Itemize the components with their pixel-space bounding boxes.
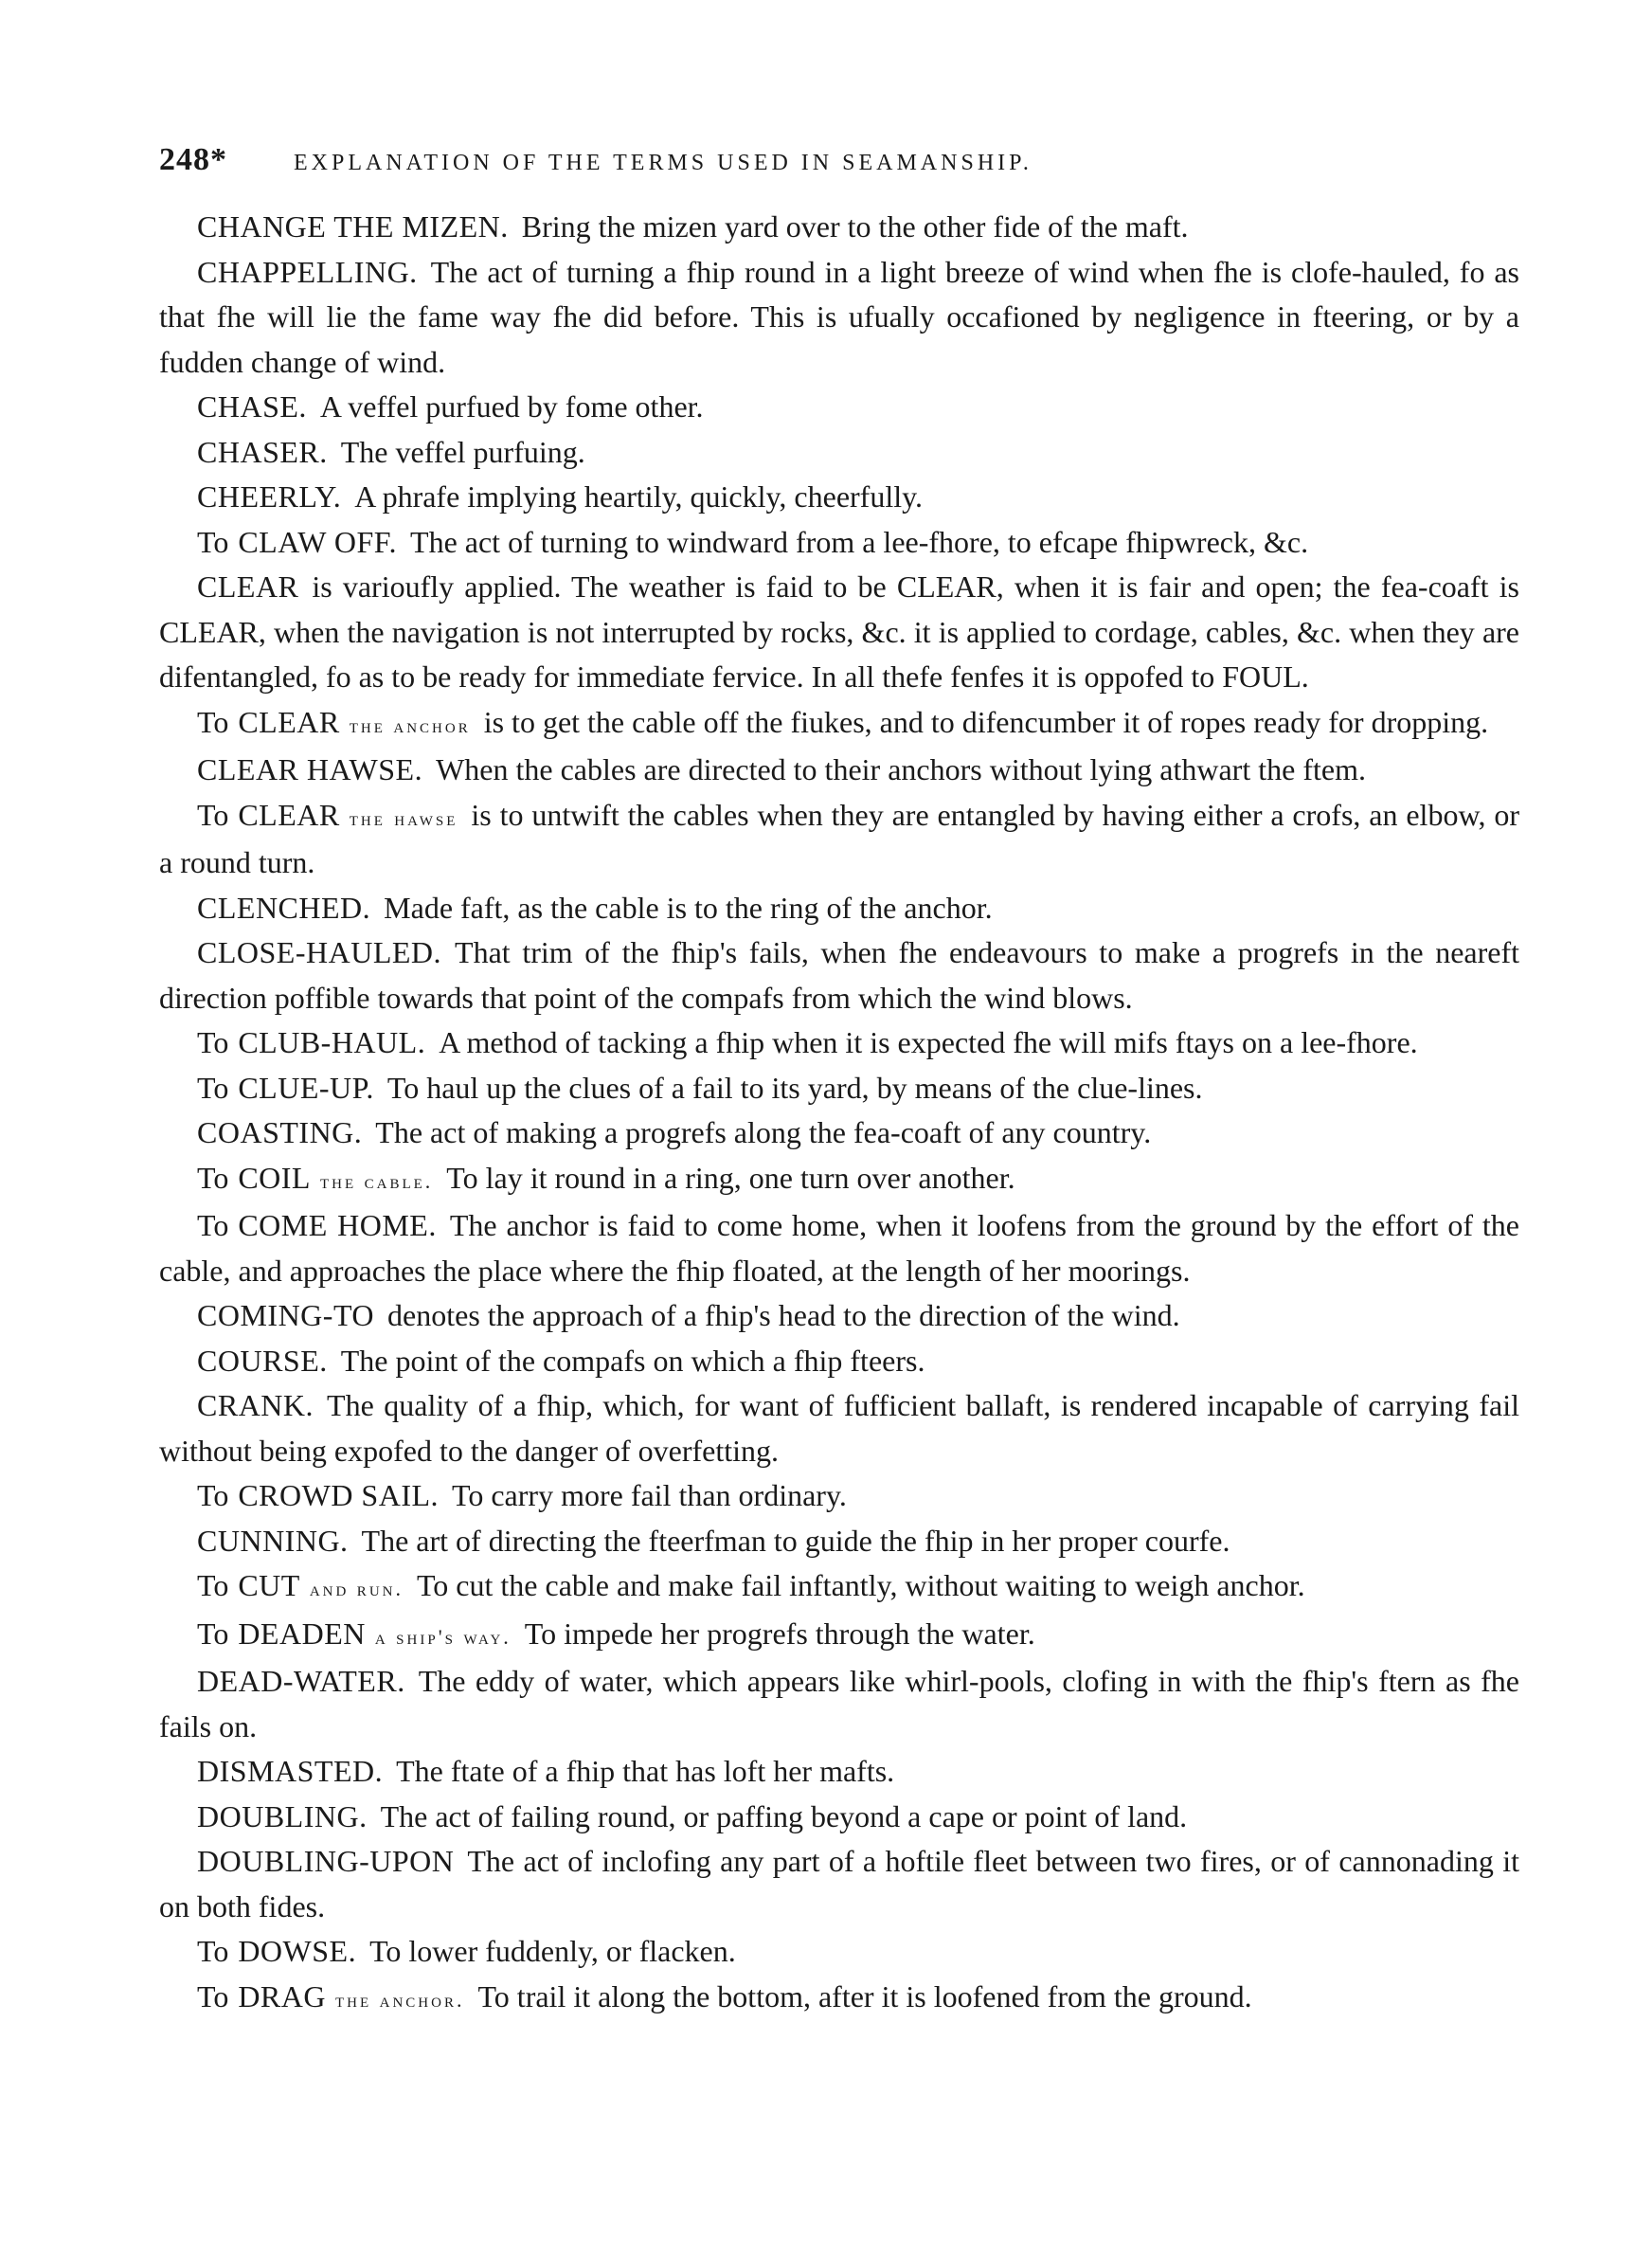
entry-subterm: the hawse	[349, 805, 458, 830]
entry-term: CLEAR	[197, 569, 299, 604]
glossary-entry	[159, 520, 1519, 566]
entry-definition: To lower fuddenly, or flacken.	[369, 1934, 736, 1968]
glossary-entry	[159, 1795, 1519, 1840]
glossary-entry	[159, 1839, 1519, 1929]
entry-term: COMING-TO	[197, 1298, 375, 1332]
entry-definition: That trim of the fhip's fails, when fhe endeavours to make a progrefs in the neareft direction poffible towards that point of the compafs from which the wind blows.	[159, 935, 1519, 1015]
entry-definition: To impede her progrefs through the water.	[524, 1616, 1035, 1651]
glossary-entry	[159, 1929, 1519, 1975]
entry-term: CHAPPELLING.	[197, 254, 418, 289]
glossary-entries	[159, 205, 1519, 2022]
page-header	[159, 142, 1519, 201]
entry-prefix: To	[197, 1568, 229, 1602]
entry-term: CUT	[238, 1568, 300, 1602]
entry-prefix: To	[197, 1978, 229, 2013]
entry-prefix: To	[197, 1160, 229, 1195]
running-head: EXPLANATION OF THE TERMS USED IN SEAMANSHIP.	[294, 151, 1032, 175]
entry-term: CLEAR	[238, 704, 340, 739]
entry-definition: The anchor is faid to come home, when it loofens from the ground by the effort of the cable, and approaches the place where the fhip floated, at the length of her moorings.	[159, 1208, 1520, 1288]
entry-definition: Bring the mizen yard over to the other fide of the maft.	[521, 209, 1189, 244]
entry-definition: denotes the approach of a fhip's head to the direction of the wind.	[387, 1298, 1180, 1332]
entry-term: CHANGE THE MIZEN.	[197, 209, 509, 244]
glossary-entry	[159, 205, 1519, 250]
entry-term: DRAG	[238, 1978, 326, 2013]
glossary-entry	[159, 930, 1519, 1020]
entry-subterm: the anchor.	[334, 1987, 465, 2012]
entry-prefix: To	[197, 1934, 229, 1968]
entry-definition: is varioufly applied. The weather is faid to be CLEAR, when it is fair and open; the fea-coaft is CLEAR, when the navigation is not interrupted by rocks, &c. it is applied to cordage, cables, &c. when they are difentangled, fo as to be ready for immediate fervice. In all thefe fenfes it is oppofed to FOUL.	[159, 569, 1519, 694]
glossary-entry	[159, 1473, 1519, 1519]
glossary-entry	[159, 748, 1519, 793]
entry-term: CLOSE-HAULED.	[197, 935, 442, 969]
entry-term: COASTING.	[197, 1115, 363, 1149]
entry-definition: When the cables are directed to their anchors without lying athwart the ftem.	[436, 752, 1366, 786]
entry-definition: To cut the cable and make fail inftantly, without waiting to weigh anchor.	[416, 1568, 1305, 1602]
entry-definition: The eddy of water, which appears like whirl-pools, clofing in with the fhip's ftern as fhe fails on.	[159, 1664, 1519, 1743]
entry-definition: A veffel purfued by fome other.	[319, 389, 704, 424]
entry-definition: The quality of a fhip, which, for want of fufficient ballaft, is rendered incapable of carrying fail without being expofed to the danger of overfetting.	[159, 1388, 1519, 1468]
entry-definition: The act of turning a fhip round in a light breeze of wind when fhe is clofe-hauled, fo as that fhe will lie the fame way fhe did before. This is ufually occafioned by negligence in fteering, or by a fudden change of wind.	[159, 254, 1519, 379]
glossary-entry	[159, 1156, 1519, 1204]
entry-term: CLEAR	[238, 797, 340, 832]
entry-definition: The veffel purfuing.	[340, 434, 585, 469]
entry-term: CHASER.	[197, 434, 328, 469]
entry-term: CLUE-UP.	[238, 1070, 374, 1105]
glossary-entry	[159, 385, 1519, 430]
entry-term: DEADEN	[238, 1616, 366, 1651]
entry-definition: A method of tacking a fhip when it is expected fhe will mifs ftays on a lee-fhore.	[439, 1025, 1418, 1059]
entry-prefix: To	[197, 704, 229, 739]
entry-definition: A phrafe implying heartily, quickly, cheerfully.	[354, 479, 924, 514]
glossary-entry	[159, 1563, 1519, 1612]
glossary-entry	[159, 1975, 1519, 2023]
glossary-entry	[159, 1020, 1519, 1066]
entry-prefix: To	[197, 1025, 229, 1059]
glossary-entry	[159, 1659, 1519, 1749]
entry-prefix: To	[197, 797, 229, 832]
entry-subterm: the cable.	[319, 1168, 434, 1193]
entry-prefix: To	[197, 524, 229, 559]
entry-subterm: the anchor	[349, 713, 471, 737]
entry-definition: The act of failing round, or paffing beyond a cape or point of land.	[380, 1798, 1188, 1833]
entry-term: CHASE.	[197, 389, 307, 424]
entry-term: DEAD-WATER.	[197, 1664, 405, 1698]
entry-term: CHEERLY.	[197, 479, 342, 514]
entry-definition: To trail it along the bottom, after it is loofened from the ground.	[477, 1978, 1252, 2013]
entry-definition: The art of directing the fteerfman to guide the fhip in her proper courfe.	[361, 1523, 1230, 1558]
entry-term: CLENCHED.	[197, 890, 371, 925]
entry-subterm: a ship's way.	[374, 1624, 512, 1649]
entry-subterm: and run.	[309, 1577, 404, 1600]
page-number: 248*	[159, 142, 227, 177]
entry-definition: is to get the cable off the fiukes, and to difencumber it of ropes ready for dropping.	[483, 704, 1489, 739]
glossary-entry	[159, 1339, 1519, 1384]
entry-term: COURSE.	[197, 1343, 328, 1378]
glossary-entry	[159, 1383, 1519, 1473]
glossary-entry	[159, 1066, 1519, 1111]
glossary-entry	[159, 1203, 1519, 1293]
glossary-entry	[159, 565, 1519, 700]
glossary-entry	[159, 250, 1519, 386]
glossary-entry	[159, 1293, 1519, 1339]
entry-definition: To carry more fail than ordinary.	[452, 1478, 847, 1512]
entry-definition: is to untwift the cables when they are entangled by having either a crofs, an elbow, or a round turn.	[159, 797, 1520, 879]
glossary-entry	[159, 1110, 1519, 1156]
glossary-entry	[159, 1612, 1519, 1660]
entry-prefix: To	[197, 1208, 229, 1242]
entry-definition: The point of the compafs on which a fhip fteers.	[340, 1343, 925, 1378]
entry-definition: Made faft, as the cable is to the ring of the anchor.	[384, 890, 993, 925]
glossary-entry	[159, 1519, 1519, 1564]
entry-definition: To haul up the clues of a fail to its yard, by means of the clue-lines.	[386, 1070, 1203, 1105]
glossary-entry	[159, 1749, 1519, 1795]
entry-term: DISMASTED.	[197, 1754, 384, 1788]
entry-term: CRANK.	[197, 1388, 314, 1422]
entry-prefix: To	[197, 1478, 229, 1512]
glossary-entry	[159, 700, 1519, 749]
glossary-entry	[159, 430, 1519, 476]
glossary-entry	[159, 886, 1519, 931]
entry-term: CROWD SAIL.	[238, 1478, 440, 1512]
entry-term: DOUBLING.	[197, 1798, 368, 1833]
entry-definition: The act of inclofing any part of a hoftile fleet between two fires, or of cannonading it on both fides.	[159, 1844, 1519, 1923]
entry-term: CLUB-HAUL.	[238, 1025, 426, 1059]
entry-term: DOUBLING-UPON	[197, 1844, 455, 1878]
entry-term: CUNNING.	[197, 1523, 349, 1558]
entry-term: COME HOME.	[238, 1208, 437, 1242]
entry-definition: The act of turning to windward from a lee-fhore, to efcape fhipwreck, &c.	[410, 524, 1309, 559]
entry-definition: To lay it round in a ring, one turn over another.	[446, 1160, 1015, 1195]
glossary-entry	[159, 793, 1519, 886]
entry-definition: The act of making a progrefs along the fea-coaft of any country.	[375, 1115, 1152, 1149]
entry-definition: The ftate of a fhip that has loft her mafts.	[396, 1754, 895, 1788]
entry-term: CLEAR HAWSE.	[197, 752, 423, 786]
entry-prefix: To	[197, 1616, 229, 1651]
entry-prefix: To	[197, 1070, 229, 1105]
entry-term: CLAW OFF.	[238, 524, 398, 559]
entry-term: COIL	[238, 1160, 311, 1195]
glossary-entry	[159, 475, 1519, 520]
entry-term: DOWSE.	[238, 1934, 357, 1968]
